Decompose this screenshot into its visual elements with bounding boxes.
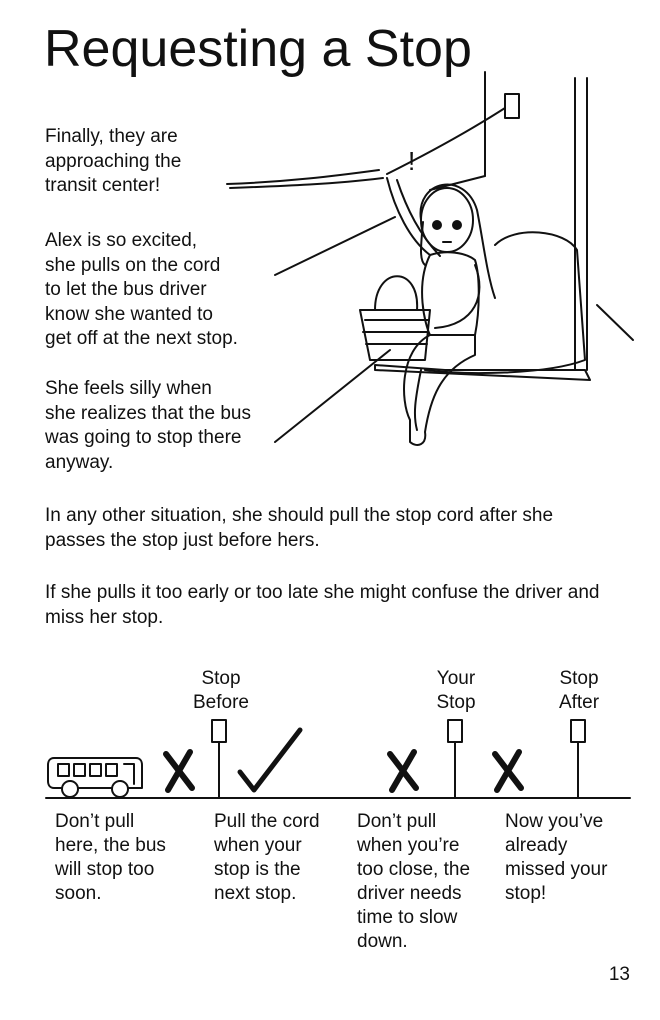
stop-sign-before xyxy=(212,720,226,798)
body-paragraph-2 xyxy=(45,581,645,630)
bus-icon xyxy=(48,758,142,797)
text-line: Pull the cord xyxy=(214,811,320,832)
caption-too-close xyxy=(357,810,497,954)
text-line: Before xyxy=(193,692,249,713)
text-line: when your xyxy=(214,835,302,856)
girl-hair xyxy=(421,222,425,265)
cord-box-icon xyxy=(505,94,519,118)
text-line: she realizes that the bus xyxy=(45,402,251,424)
stop-timing-diagram xyxy=(40,710,640,815)
text-line: Finally, they are xyxy=(45,126,178,147)
girl-eye xyxy=(433,221,441,229)
wall-line xyxy=(275,217,395,275)
stop-sign-yours xyxy=(448,720,462,798)
girl-leg-line xyxy=(415,370,421,430)
text-line: when you’re xyxy=(357,835,460,856)
text-line: stop is the xyxy=(214,859,301,880)
text-line: will stop too xyxy=(55,859,155,880)
x-mark-icon xyxy=(495,752,521,790)
text-line: miss her stop. xyxy=(45,606,164,628)
text-line: transit center! xyxy=(45,175,161,196)
wall-line xyxy=(430,176,485,190)
exclamation-mark: ! xyxy=(408,146,416,176)
stop-label-after xyxy=(529,667,629,715)
text-line: Stop xyxy=(559,668,599,689)
caption-correct xyxy=(214,810,354,906)
text-line: she pulls on the cord xyxy=(45,254,221,276)
wall-line xyxy=(275,350,390,442)
text-line: next stop. xyxy=(214,883,297,904)
tote-bag xyxy=(360,310,430,360)
text-line: too close, the xyxy=(357,859,471,880)
girl-hair xyxy=(421,185,495,298)
stop-label-before xyxy=(171,667,271,715)
page-number: 13 xyxy=(608,964,630,985)
stop-sign-after xyxy=(571,720,585,798)
text-line: Don’t pull xyxy=(357,811,437,832)
caption-too-late xyxy=(505,810,645,906)
x-mark-icon xyxy=(390,752,416,790)
text-line: soon. xyxy=(55,883,102,904)
text-line: down. xyxy=(357,931,408,952)
girl-legs xyxy=(404,335,475,445)
text-line: passes the stop just before hers. xyxy=(45,529,320,551)
bus-seat xyxy=(425,232,585,373)
wall-line xyxy=(597,305,633,340)
caption-too-early xyxy=(55,810,195,906)
text-line: Alex is so excited, xyxy=(45,230,198,251)
text-line: anyway. xyxy=(45,451,114,473)
bag-stripes xyxy=(363,320,429,344)
text-line: Don’t pull xyxy=(55,811,135,832)
check-mark-icon xyxy=(240,730,300,790)
text-line: Stop xyxy=(436,692,476,713)
text-line: Now you’ve xyxy=(505,811,604,832)
text-line: driver needs xyxy=(357,883,462,904)
girl-arm-lowered xyxy=(435,265,479,328)
text-line: If she pulls it too early or too late she might confuse the driver and xyxy=(45,582,600,603)
text-line: After xyxy=(558,692,600,713)
girl-torso xyxy=(422,252,479,335)
page-title: Requesting a Stop xyxy=(44,20,472,78)
text-line: approaching the xyxy=(45,150,182,172)
text-line: to let the bus driver xyxy=(45,279,207,300)
girl-eye xyxy=(453,221,461,229)
text-line: get off at the next stop. xyxy=(45,328,238,349)
text-line: Stop xyxy=(201,668,241,689)
stop-cord xyxy=(387,108,505,174)
text-line: was going to stop there xyxy=(45,427,242,448)
text-line: know she wanted to xyxy=(45,303,213,325)
text-line: already xyxy=(505,835,568,856)
text-line: In any other situation, she should pull the stop cord after she xyxy=(45,505,554,526)
text-line: time to slow xyxy=(357,907,458,928)
stop-label-yours xyxy=(406,667,506,715)
text-line: missed your xyxy=(505,859,608,880)
bag-handle xyxy=(375,276,417,310)
text-line: stop! xyxy=(505,883,547,904)
text-line: She feels silly when xyxy=(45,378,212,399)
x-mark-icon xyxy=(166,752,192,790)
bus-interior-illustration xyxy=(225,70,635,460)
stop-cord xyxy=(227,170,379,184)
text-line: here, the bus xyxy=(55,835,166,856)
girl-arm-raised xyxy=(387,178,430,255)
body-paragraph-1 xyxy=(45,504,645,553)
text-line: Your xyxy=(436,668,476,689)
